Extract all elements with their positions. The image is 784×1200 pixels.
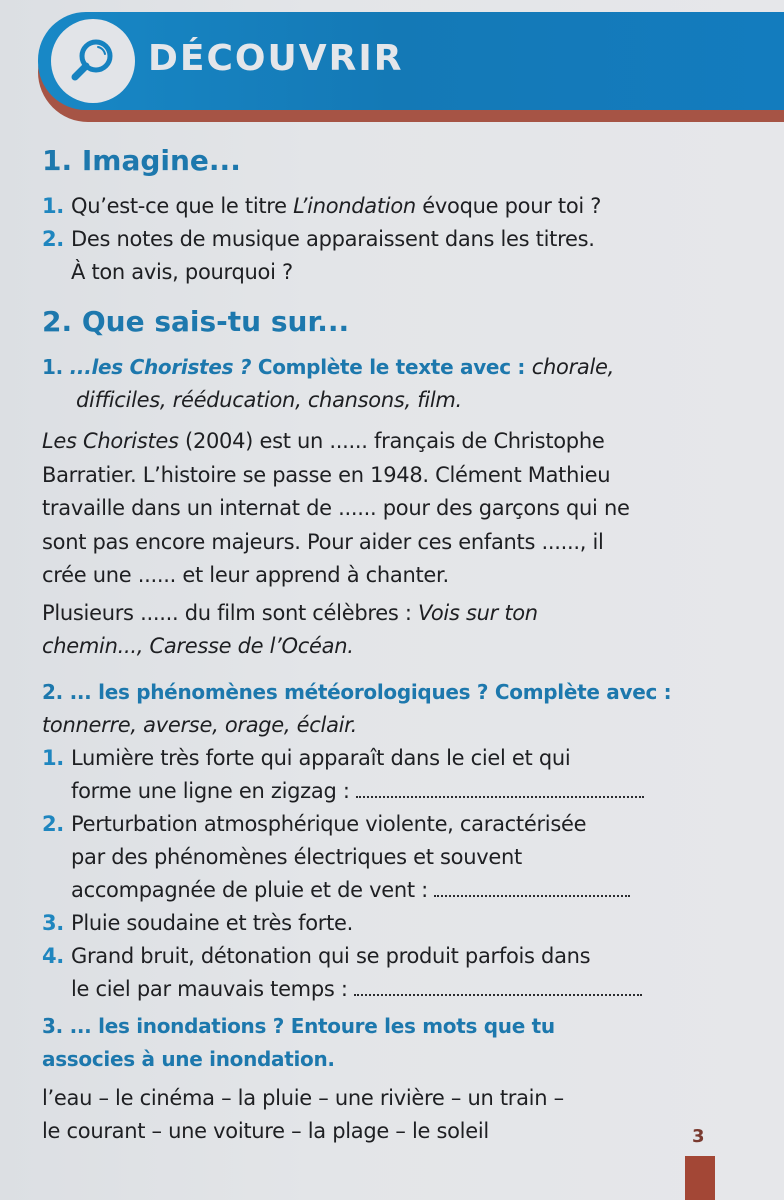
magnifier-icon — [65, 33, 121, 89]
subsection-heading-inondations: 3. ... les inondations ? Entoure les mots que tu associes à une inondation. — [42, 1013, 555, 1071]
header-icon-badge — [51, 19, 135, 103]
page-number: 3 — [692, 1126, 705, 1147]
question-1-1 — [42, 190, 742, 223]
page-edge-tab — [685, 1156, 715, 1200]
header-band — [38, 12, 784, 110]
header-title: DÉCOUVRIR — [148, 38, 404, 79]
subsection-heading-choristes: 1. ...les Choristes ? Complète le texte avec : chorale, — [42, 355, 615, 379]
section-title-que-sais-tu: 2. Que sais-tu sur... — [42, 305, 350, 338]
title-italic: L’inondation — [293, 194, 416, 218]
question-number: 2. — [42, 227, 64, 251]
answer-blank[interactable] — [434, 875, 630, 897]
definition-4: 4. Grand bruit, détonation qui se produit parfois dans le ciel par mauvais temps : — [42, 940, 742, 1006]
page-content — [42, 140, 742, 1148]
definition-1: 1. Lumière très forte qui apparaît dans le ciel et qui forme une ligne en zigzag : — [42, 742, 742, 808]
section-title-imagine: 1. Imagine... — [42, 144, 241, 177]
word-list-continued: difficiles, rééducation, chansons, film. — [76, 388, 462, 412]
word-list: chorale, — [531, 355, 615, 379]
question-number: 1. — [42, 194, 64, 218]
word-list: tonnerre, averse, orage, éclair. — [42, 712, 357, 737]
subsection-heading-meteo: 2. ... les phénomènes météorologiques ? Complète avec : — [42, 679, 672, 704]
cloze-paragraph-1: Les Choristes (2004) est un ...... français de Christophe Barratier. L’histoire se passe en 1948. Clément Mathieu travaille dans un internat de ...... pour des garçons qui ne sont pas encore majeurs. Pour aider ces enfants ......, il crée une ...... et leur apprend à chanter. — [42, 429, 630, 587]
question-text: Des notes de musique apparaissent dans les titres. À ton avis, pourquoi ? — [71, 227, 595, 284]
definition-2: 2. Perturbation atmosphérique violente, caractérisée par des phénomènes électriques et souvent accompagnée de pluie et de vent : — [42, 808, 742, 907]
section-header — [38, 12, 784, 112]
question-1-2 — [42, 223, 742, 289]
cloze-paragraph-2: Plusieurs ...... du film sont célèbres : Vois sur ton chemin..., Caresse de l’Océan. — [42, 600, 538, 658]
definition-3: 3. Pluie soudaine et très forte. — [42, 910, 354, 935]
answer-blank[interactable] — [356, 776, 644, 798]
question-text: Qu’est-ce que le titre L’inondation évoque pour toi ? — [71, 194, 602, 218]
word-choices: l’eau – le cinéma – la pluie – une rivière – un train – le courant – une voiture – la plage – le soleil — [42, 1085, 564, 1143]
answer-blank[interactable] — [354, 974, 642, 996]
